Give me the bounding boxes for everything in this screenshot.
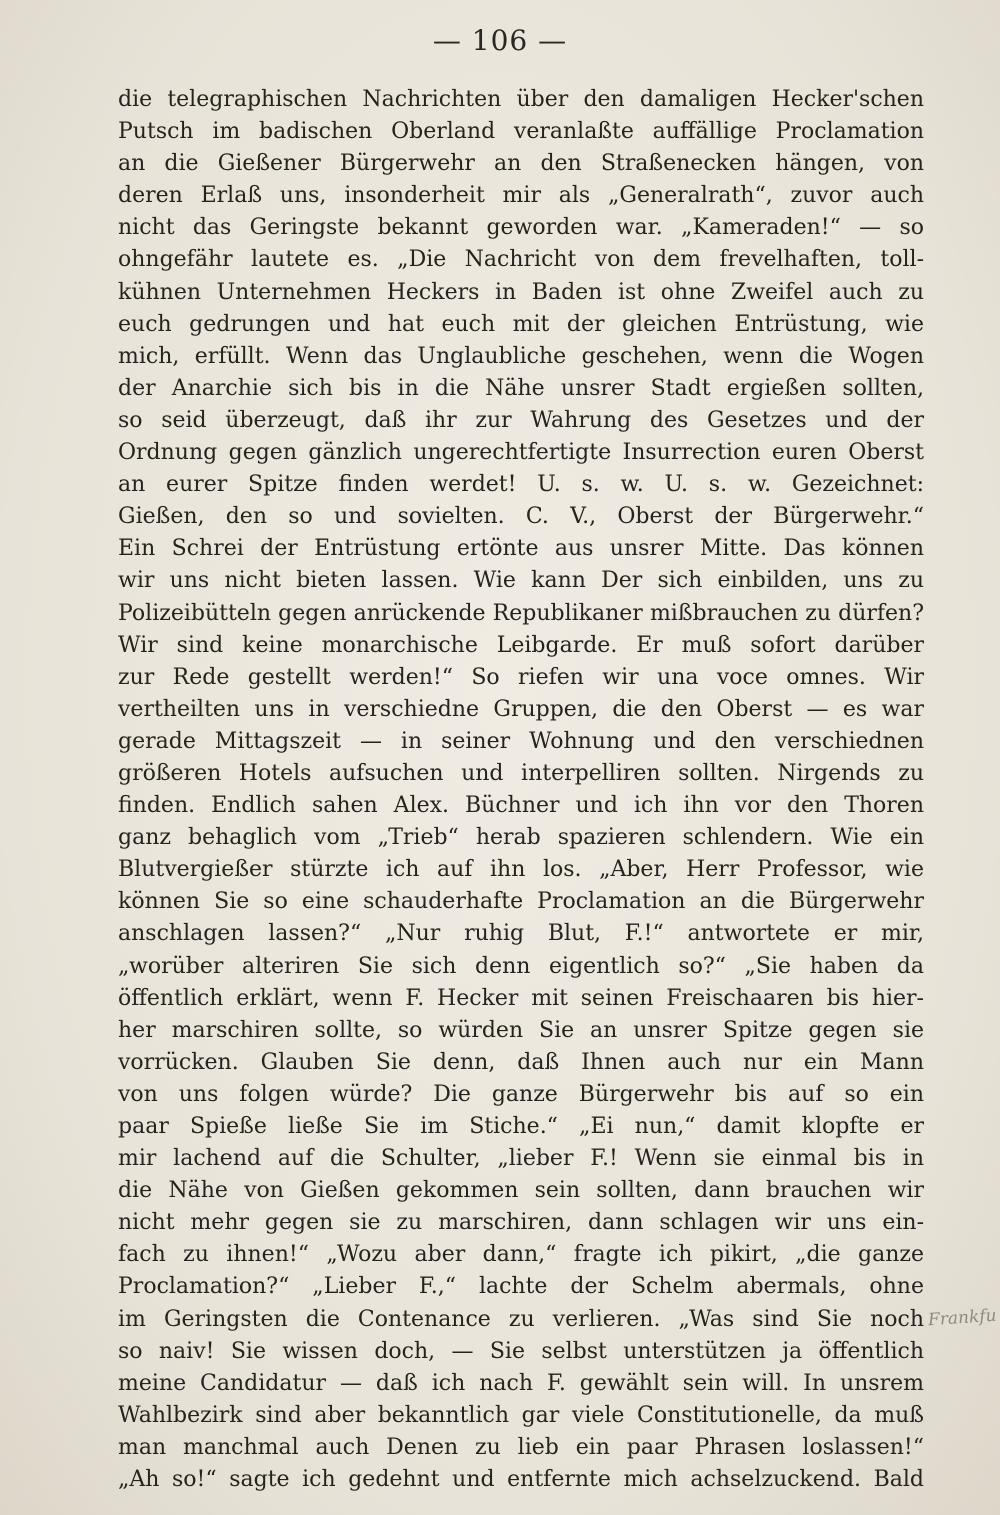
text-line: gerade Mittagszeit — in seiner Wohnung und den verschiednen [118,728,924,754]
text-line: euch gedrungen und hat euch mit der gleichen Entrüstung, wie [118,311,924,337]
text-line: Polizeibütteln gegen anrückende Republikaner mißbrauchen zu dürfen? [118,600,924,626]
text-line: Gießen, den so und sovielten. C. V., Oberst der Bürgerwehr.“ [118,504,924,530]
text-line: vorrücken. Glauben Sie denn, daß Ihnen auch nur ein Mann [118,1049,924,1075]
text-line: ohngefähr lautete es. „Die Nachricht von dem frevelhaften, toll- [118,247,924,273]
text-line: mir lachend auf die Schulter, „lieber F.! Wenn sie einmal bis in [118,1146,924,1172]
text-line: nicht das Geringste bekannt geworden war. „Kameraden!“ — so [118,215,924,241]
text-line: Blutvergießer stürzte ich auf ihn los. „Aber, Herr Professor, wie [118,857,924,883]
body-text [118,84,924,1496]
text-line: an die Gießener Bürgerwehr an den Straßenecken hängen, von [118,151,924,177]
text-line: Wahlbezirk sind aber bekanntlich gar viele Constitutionelle, da muß [118,1402,924,1428]
text-line: öffentlich erklärt, wenn F. Hecker mit seinen Freischaaren bis hier- [118,985,924,1011]
text-line: von uns folgen würde? Die ganze Bürgerwehr bis auf so ein [118,1081,924,1107]
text-line: „worüber alteriren Sie sich denn eigentlich so?“ „Sie haben da [118,953,924,979]
text-line: nicht mehr gegen sie zu marschiren, dann schlagen wir uns ein- [118,1210,924,1236]
text-line: anschlagen lassen?“ „Nur ruhig Blut, F.!“ antwortete er mir, [118,921,924,947]
text-line: finden. Endlich sahen Alex. Büchner und ich ihn vor den Thoren [118,793,924,819]
text-line: an eurer Spitze finden werdet! U. s. w. U. s. w. Gezeichnet: [118,472,924,498]
page-number: — 106 — [432,24,568,57]
text-line: ganz behaglich vom „Trieb“ herab spazieren schlendern. Wie ein [118,825,924,851]
text-line: „Ah so!“ sagte ich gedehnt und entfernte mich achselzuckend. Bald [118,1467,924,1493]
text-line: kühnen Unternehmen Heckers in Baden ist ohne Zweifel auch zu [118,279,924,305]
text-line: größeren Hotels aufsuchen und interpelliren sollten. Nirgends zu [118,760,924,786]
text-line: her marschiren sollte, so würden Sie an unsrer Spitze gegen sie [118,1017,924,1043]
text-line: Putsch im badischen Oberland veranlaßte auffällige Proclamation [118,119,924,145]
text-line: mich, erfüllt. Wenn das Unglaubliche geschehen, wenn die Wogen [118,343,924,369]
text-line: fach zu ihnen!“ „Wozu aber dann,“ fragte ich pikirt, „die ganze [118,1242,924,1268]
text-line: der Anarchie sich bis in die Nähe unsrer Stadt ergießen sollten, [118,375,924,401]
text-line: wir uns nicht bieten lassen. Wie kann Der sich einbilden, uns zu [118,568,924,594]
text-line: paar Spieße ließe Sie im Stiche.“ „Ei nun,“ damit klopfte er [118,1114,924,1139]
text-line: man manchmal auch Denen zu lieb ein paar Phrasen loslassen!“ [118,1434,924,1460]
text-line: vertheilten uns in verschiedne Gruppen, die den Oberst — es war [118,696,924,722]
handwritten-margin-note: Frankfu [927,1305,998,1331]
text-line: Ein Schrei der Entrüstung ertönte aus unsrer Mitte. Das können [118,536,924,562]
text-line: so naiv! Sie wissen doch, — Sie selbst unterstützen ja öffentlich [118,1338,924,1364]
text-line: im Geringsten die Contenance zu verlieren. „Was sind Sie noch [118,1306,924,1332]
text-line: so seid überzeugt, daß ihr zur Wahrung des Gesetzes und der [118,407,924,433]
text-line: zur Rede gestellt werden!“ So riefen wir una voce omnes. Wir [118,664,924,690]
text-line: deren Erlaß uns, insonderheit mir als „Generalrath“, zuvor auch [118,183,924,209]
text-line: meine Candidatur — daß ich nach F. gewählt sein will. In unsrem [118,1370,924,1396]
text-line: können Sie so eine schauderhafte Proclamation an die Bürgerwehr [118,889,924,915]
text-line: Wir sind keine monarchische Leibgarde. Er muß sofort darüber [118,632,924,658]
text-line: Proclamation?“ „Lieber F.,“ lachte der Schelm abermals, ohne [118,1274,924,1300]
text-line: die Nähe von Gießen gekommen sein sollten, dann brauchen wir [118,1178,924,1204]
text-line: Ordnung gegen gänzlich ungerechtfertigte Insurrection euren Oberst [118,440,924,466]
text-line: die telegraphischen Nachrichten über den damaligen Hecker'schen [118,87,924,112]
